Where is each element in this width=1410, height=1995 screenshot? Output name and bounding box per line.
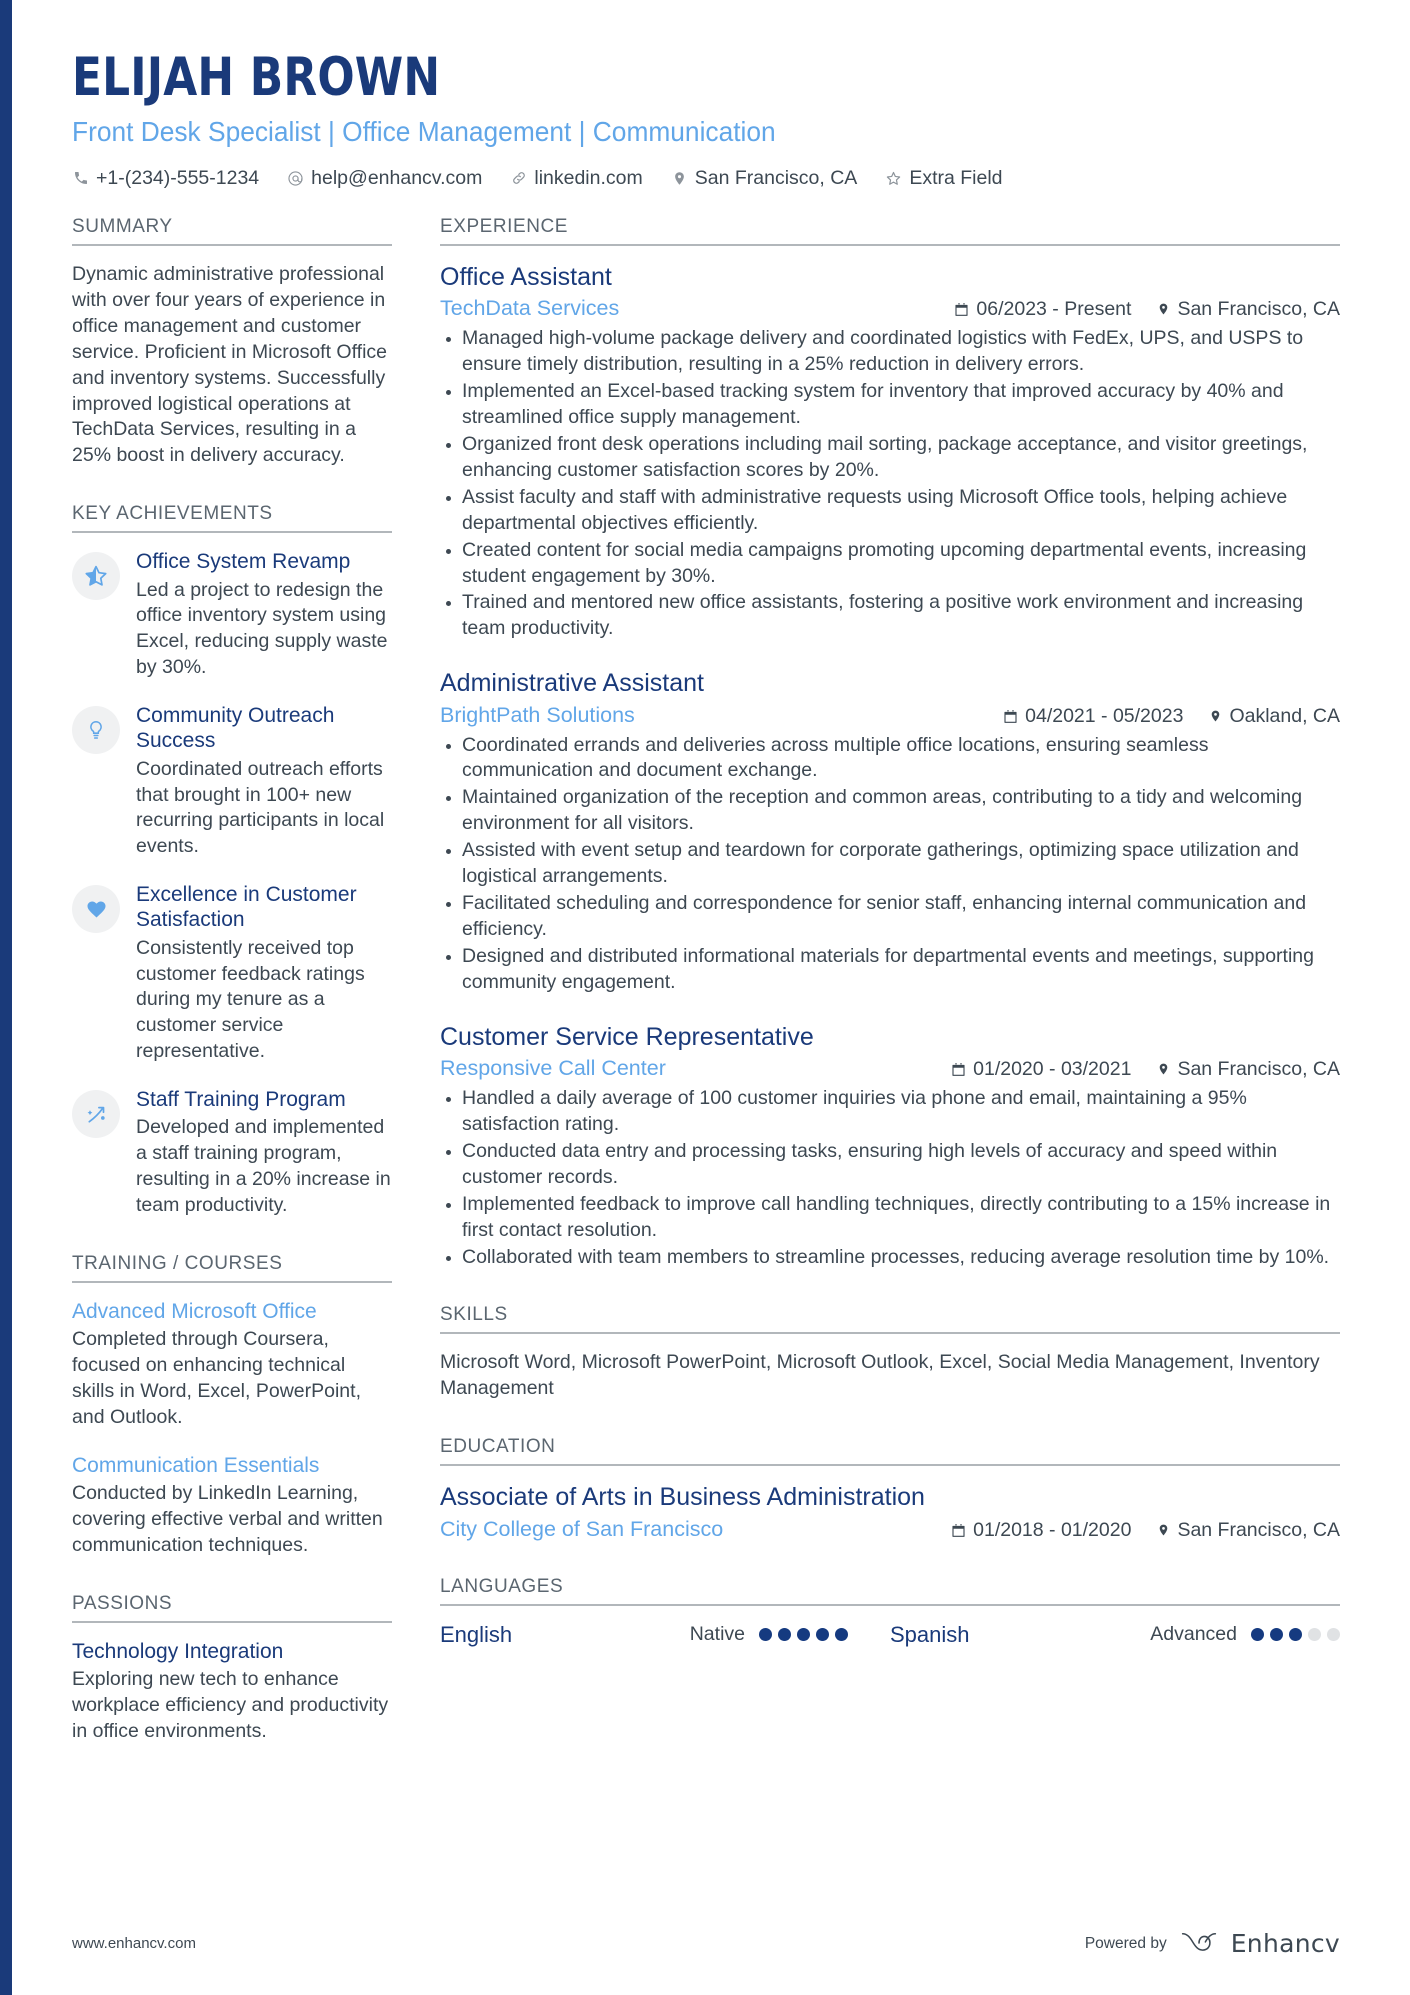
achievement-title: Office System Revamp bbox=[136, 550, 351, 574]
achievement-item bbox=[72, 549, 392, 681]
rating-dot bbox=[1270, 1628, 1283, 1641]
training-heading: TRAINING / COURSES bbox=[72, 1253, 392, 1283]
languages-heading: LANGUAGES bbox=[440, 1576, 1340, 1606]
calendar-icon bbox=[1003, 709, 1018, 724]
language-level: Advanced bbox=[1150, 1623, 1237, 1646]
calendar-icon bbox=[951, 1062, 966, 1077]
rating-dot bbox=[816, 1628, 829, 1641]
key-achievements-heading: KEY ACHIEVEMENTS bbox=[72, 503, 392, 533]
job-dates-text: 04/2021 - 05/2023 bbox=[1025, 704, 1184, 727]
resume-header bbox=[0, 0, 1410, 190]
job-bullet: Coordinated errands and deliveries across multiple office locations, ensuring seamless communication and document exchange. bbox=[440, 733, 1340, 785]
job-bullet: Implemented an Excel-based tracking system for inventory that improved accuracy by 40% and streamlined office supply management. bbox=[440, 379, 1340, 431]
training-item-title: Advanced Microsoft Office bbox=[72, 1300, 317, 1324]
job-bullet: Implemented feedback to improve call handling techniques, directly contributing to a 15% increase in first contact resolution. bbox=[440, 1192, 1340, 1244]
rating-dot bbox=[778, 1628, 791, 1641]
job-company: TechData Services bbox=[440, 296, 620, 321]
email-icon bbox=[287, 170, 304, 187]
education-location bbox=[1157, 1519, 1340, 1542]
contact-row bbox=[72, 167, 1340, 190]
rating-dot bbox=[797, 1628, 810, 1641]
calendar-icon bbox=[954, 302, 969, 317]
education-degree: Associate of Arts in Business Administration bbox=[440, 1483, 925, 1512]
column-gap bbox=[392, 216, 440, 1745]
achievement-item bbox=[72, 1087, 392, 1219]
achievement-title: Staff Training Program bbox=[136, 1088, 346, 1112]
summary-heading: SUMMARY bbox=[72, 216, 392, 246]
contact-linkedin-text: linkedin.com bbox=[534, 166, 643, 189]
education-meta-right bbox=[951, 1519, 1340, 1542]
rating-dot bbox=[835, 1628, 848, 1641]
education-entry bbox=[440, 1482, 1340, 1541]
rating-dot bbox=[1289, 1628, 1302, 1641]
contact-extra-field bbox=[885, 167, 1002, 190]
link-icon bbox=[510, 170, 527, 187]
achievement-desc: Developed and implemented a staff training program, resulting in a 20% increase in team productivity. bbox=[136, 1116, 391, 1217]
language-name: Spanish bbox=[890, 1621, 970, 1647]
job-bullet: Facilitated scheduling and correspondence for senior staff, enhancing internal communication and efficiency. bbox=[440, 891, 1340, 943]
job-location bbox=[1209, 705, 1340, 728]
training-item bbox=[72, 1299, 392, 1431]
language-rating bbox=[1150, 1623, 1340, 1646]
section-languages bbox=[440, 1576, 1340, 1648]
location-pin-icon bbox=[1209, 708, 1222, 724]
training-item-desc: Conducted by LinkedIn Learning, covering effective verbal and written communication techniques. bbox=[72, 1482, 383, 1557]
contact-email-text: help@enhancv.com bbox=[311, 166, 483, 189]
job-location-text: Oakland, CA bbox=[1229, 704, 1340, 727]
rating-dot bbox=[1251, 1628, 1264, 1641]
job-dates-text: 01/2020 - 03/2021 bbox=[973, 1057, 1132, 1080]
achievement-badge bbox=[72, 1090, 120, 1138]
training-item bbox=[72, 1453, 392, 1559]
language-item bbox=[890, 1622, 1340, 1648]
job-meta bbox=[440, 296, 1340, 321]
location-pin-icon bbox=[1157, 301, 1170, 317]
star-half-icon bbox=[84, 564, 108, 588]
passion-item-desc: Exploring new tech to enhance workplace efficiency and productivity in office environments. bbox=[72, 1668, 389, 1743]
language-item bbox=[440, 1622, 890, 1648]
skills-heading: SKILLS bbox=[440, 1304, 1340, 1334]
left-accent-bar bbox=[0, 0, 12, 1995]
main-column bbox=[440, 216, 1340, 1745]
resume-columns bbox=[0, 190, 1410, 1745]
rating-dot bbox=[759, 1628, 772, 1641]
job-bullets bbox=[440, 1086, 1340, 1270]
contact-extra-field-text: Extra Field bbox=[909, 166, 1003, 189]
achievement-title: Community Outreach Success bbox=[136, 704, 335, 753]
summary-text: Dynamic administrative professional with over four years of experience in office management and customer service. Proficient in Microsoft Office and inventory systems. Successfully improved logistical operations at TechData Services, resulting in a 25% boost in delivery accuracy. bbox=[72, 262, 387, 467]
job-bullets bbox=[440, 326, 1340, 642]
job-title: Administrative Assistant bbox=[440, 669, 704, 698]
powered-by-label: Powered by bbox=[1084, 1934, 1167, 1952]
achievement-badge bbox=[72, 706, 120, 754]
footer-url[interactable]: www.enhancv.com bbox=[72, 1935, 196, 1952]
job-meta bbox=[440, 1056, 1340, 1081]
passions-heading: PASSIONS bbox=[72, 1593, 392, 1623]
education-dates bbox=[951, 1519, 1131, 1542]
achievement-desc: Coordinated outreach efforts that brought in 100+ new recurring participants in local events. bbox=[136, 757, 385, 858]
passion-item bbox=[72, 1639, 392, 1745]
job-title: Office Assistant bbox=[440, 262, 612, 291]
job-bullet: Assisted with event setup and teardown for corporate gatherings, optimizing space utilization and logistical arrangements. bbox=[440, 838, 1340, 890]
phone-icon bbox=[72, 170, 89, 187]
rating-dot bbox=[1327, 1628, 1340, 1641]
job-bullet: Organized front desk operations including mail sorting, package acceptance, and visitor greetings, enhancing customer satisfaction scores by 20%. bbox=[440, 432, 1340, 484]
experience-heading: EXPERIENCE bbox=[440, 216, 1340, 246]
education-location-text: San Francisco, CA bbox=[1177, 1518, 1340, 1541]
job-bullet: Collaborated with team members to streamline processes, reducing average resolution time by 10%. bbox=[440, 1245, 1340, 1271]
candidate-headline: Front Desk Specialist | Office Management | Communication bbox=[72, 116, 776, 148]
language-name: English bbox=[440, 1621, 513, 1647]
job-bullet: Managed high-volume package delivery and coordinated logistics with FedEx, UPS, and USPS to ensure timely distribution, resulting in a 25% reduction in delivery errors. bbox=[440, 326, 1340, 378]
job-bullet: Trained and mentored new office assistants, fostering a positive work environment and increasing team productivity. bbox=[440, 590, 1340, 642]
job-bullet: Assist faculty and staff with administrative requests using Microsoft Office tools, helping achieve departmental objectives efficiently. bbox=[440, 485, 1340, 537]
achievement-desc: Led a project to redesign the office inventory system using Excel, reducing supply waste by 30%. bbox=[136, 578, 388, 679]
achievement-body bbox=[136, 549, 392, 681]
language-dots bbox=[1251, 1628, 1340, 1641]
enhancv-logo-icon bbox=[1179, 1928, 1219, 1959]
location-pin-icon bbox=[1157, 1522, 1170, 1538]
achievement-item bbox=[72, 703, 392, 860]
resume-footer bbox=[0, 1928, 1410, 1959]
location-pin-icon bbox=[671, 170, 688, 187]
education-school: City College of San Francisco bbox=[440, 1516, 724, 1541]
section-training-courses bbox=[72, 1253, 392, 1559]
education-meta bbox=[440, 1517, 1340, 1542]
achievement-badge bbox=[72, 885, 120, 933]
section-experience bbox=[440, 216, 1340, 1270]
job-dates bbox=[954, 298, 1131, 321]
job-meta bbox=[440, 703, 1340, 728]
language-rating bbox=[690, 1623, 848, 1646]
job-company: Responsive Call Center bbox=[440, 1055, 666, 1080]
contact-phone[interactable] bbox=[72, 167, 259, 190]
calendar-icon bbox=[951, 1523, 966, 1538]
achievement-body bbox=[136, 703, 392, 860]
job-location-text: San Francisco, CA bbox=[1177, 1057, 1340, 1080]
candidate-name: ELIJAH BROWN bbox=[72, 47, 441, 108]
rating-dot bbox=[1308, 1628, 1321, 1641]
training-item-desc: Completed through Coursera, focused on enhancing technical skills in Word, Excel, PowerPoint, and Outlook. bbox=[72, 1328, 361, 1429]
job-bullet: Conducted data entry and processing tasks, ensuring high levels of accuracy and speed within customer records. bbox=[440, 1139, 1340, 1191]
job-dates bbox=[1003, 705, 1183, 728]
skills-text: Microsoft Word, Microsoft PowerPoint, Microsoft Outlook, Excel, Social Media Management, Inventory Management bbox=[440, 1351, 1320, 1400]
job-bullet: Handled a daily average of 100 customer inquiries via phone and email, maintaining a 95% satisfaction rating. bbox=[440, 1086, 1340, 1138]
job-bullet: Created content for social media campaigns promoting upcoming departmental events, increasing student engagement by 30%. bbox=[440, 538, 1340, 590]
contact-linkedin[interactable] bbox=[510, 167, 642, 190]
achievement-item bbox=[72, 882, 392, 1065]
lightbulb-icon bbox=[85, 719, 107, 741]
education-dates-text: 01/2018 - 01/2020 bbox=[973, 1518, 1132, 1541]
location-pin-icon bbox=[1157, 1061, 1170, 1077]
job-dates-text: 06/2023 - Present bbox=[976, 298, 1132, 321]
achievement-body bbox=[136, 1087, 392, 1219]
job-location bbox=[1157, 298, 1340, 321]
achievement-desc: Consistently received top customer feedback ratings during my tenure as a customer service representative. bbox=[136, 936, 365, 1063]
experience-entry bbox=[440, 262, 1340, 642]
job-meta-right bbox=[954, 298, 1340, 321]
job-bullets bbox=[440, 733, 1340, 996]
heart-icon bbox=[85, 898, 108, 921]
section-key-achievements bbox=[72, 503, 392, 1219]
section-passions bbox=[72, 1593, 392, 1745]
job-bullet: Maintained organization of the reception and common areas, contributing to a tidy and welcoming environment for all visitors. bbox=[440, 785, 1340, 837]
achievement-badge bbox=[72, 552, 120, 600]
job-company: BrightPath Solutions bbox=[440, 702, 635, 727]
experience-entry bbox=[440, 1022, 1340, 1271]
contact-location bbox=[671, 167, 858, 190]
experience-entry bbox=[440, 668, 1340, 995]
job-bullet: Designed and distributed informational materials for departmental events and meetings, supporting community engagement. bbox=[440, 944, 1340, 996]
job-title: Customer Service Representative bbox=[440, 1022, 814, 1051]
language-level: Native bbox=[689, 1623, 745, 1646]
section-education bbox=[440, 1436, 1340, 1541]
brand-name: Enhancv bbox=[1230, 1929, 1340, 1958]
contact-phone-text: +1-(234)-555-1234 bbox=[96, 166, 260, 189]
languages-row bbox=[440, 1622, 1340, 1648]
achievement-body bbox=[136, 882, 392, 1065]
section-summary bbox=[72, 216, 392, 469]
achievement-title: Excellence in Customer Satisfaction bbox=[136, 883, 357, 932]
star-icon bbox=[885, 170, 902, 187]
contact-location-text: San Francisco, CA bbox=[694, 166, 858, 189]
sidebar-column bbox=[72, 216, 392, 1745]
section-skills bbox=[440, 1304, 1340, 1402]
job-dates bbox=[951, 1058, 1131, 1081]
job-meta-right bbox=[1003, 705, 1340, 728]
education-heading: EDUCATION bbox=[440, 1436, 1340, 1466]
passion-item-title: Technology Integration bbox=[72, 1640, 284, 1664]
job-location bbox=[1157, 1058, 1340, 1081]
contact-email[interactable] bbox=[287, 167, 482, 190]
training-item-title: Communication Essentials bbox=[72, 1454, 320, 1478]
job-location-text: San Francisco, CA bbox=[1177, 298, 1340, 321]
footer-brand bbox=[1085, 1928, 1340, 1959]
rocket-trajectory-icon bbox=[85, 1103, 108, 1126]
job-meta-right bbox=[951, 1058, 1340, 1081]
language-dots bbox=[759, 1628, 848, 1641]
